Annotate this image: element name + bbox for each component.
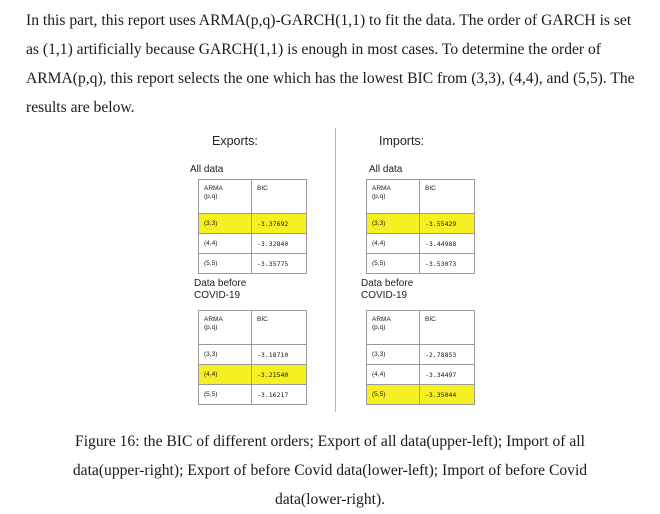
exports-heading: Exports: bbox=[212, 134, 258, 148]
order-cell: (4,4) bbox=[367, 234, 420, 254]
bic-header-cell: BIC bbox=[252, 311, 307, 345]
bic-header-cell: BIC bbox=[252, 180, 307, 214]
order-cell: (4,4) bbox=[199, 234, 252, 254]
before-covid-line-1: Data before bbox=[194, 278, 247, 289]
order-cell: (5,5) bbox=[367, 385, 420, 405]
table-row bbox=[367, 385, 475, 405]
order-cell: (3,3) bbox=[199, 345, 252, 365]
imports-before-covid-label bbox=[361, 278, 413, 302]
bic-cell: -3.32840 bbox=[252, 234, 307, 254]
exports-before-table bbox=[198, 310, 307, 405]
table-header-row bbox=[199, 311, 307, 345]
bic-header-cell: BIC bbox=[420, 311, 475, 345]
order-cell: (3,3) bbox=[367, 345, 420, 365]
order-cell: (5,5) bbox=[367, 254, 420, 274]
arma-header-cell bbox=[199, 180, 252, 214]
table-row bbox=[367, 345, 475, 365]
arma-header-order: (p,q) bbox=[372, 324, 386, 331]
table-row bbox=[199, 365, 307, 385]
imports-heading: Imports: bbox=[379, 134, 425, 148]
exports-all-table bbox=[198, 179, 307, 274]
order-cell: (4,4) bbox=[199, 365, 252, 385]
table-header-row bbox=[199, 180, 307, 214]
bic-cell: -3.55429 bbox=[420, 214, 475, 234]
arma-header-order: (p,q) bbox=[204, 324, 218, 331]
arma-header-cell bbox=[199, 311, 252, 345]
arma-header-order: (p,q) bbox=[204, 193, 218, 200]
bic-cell: -3.18710 bbox=[252, 345, 307, 365]
bic-cell: -3.34497 bbox=[420, 365, 475, 385]
before-covid-line-1: Data before bbox=[361, 278, 414, 289]
arma-header-label: ARMA bbox=[372, 316, 391, 323]
table-row bbox=[199, 214, 307, 234]
arma-header-label: ARMA bbox=[372, 185, 391, 192]
bic-cell: -3.35775 bbox=[252, 254, 307, 274]
imports-all-data-label: All data bbox=[369, 164, 403, 175]
order-cell: (4,4) bbox=[367, 365, 420, 385]
arma-header-cell bbox=[367, 180, 420, 214]
order-cell: (5,5) bbox=[199, 385, 252, 405]
figure-caption: Figure 16: the BIC of different orders; Export of all data(upper-left); Import of all data(upper-right); Export of before Covid data(lower-left); Import of before Covid data(lower-right). bbox=[72, 433, 588, 508]
imports-before-table bbox=[366, 310, 475, 405]
order-cell: (3,3) bbox=[199, 214, 252, 234]
column-divider bbox=[335, 128, 336, 412]
bic-cell: -3.35044 bbox=[420, 385, 475, 405]
bic-cell: -3.37692 bbox=[252, 214, 307, 234]
arma-header-label: ARMA bbox=[204, 185, 223, 192]
imports-all-table bbox=[366, 179, 475, 274]
table-row bbox=[199, 254, 307, 274]
bic-cell: -3.21540 bbox=[252, 365, 307, 385]
arma-header-cell bbox=[367, 311, 420, 345]
bic-cell: -3.44988 bbox=[420, 234, 475, 254]
before-covid-line-2: COVID-19 bbox=[361, 290, 408, 301]
arma-header-label: ARMA bbox=[204, 316, 223, 323]
arma-header-order: (p,q) bbox=[372, 193, 386, 200]
intro-paragraph: In this part, this report uses ARMA(p,q)-GARCH(1,1) to fit the data. The order of GARCH is set as (1,1) artificially because GARCH(1,1) is enough in most cases. To determine the order of ARMA(p,q), this report selects the one which has the lowest BIC from (3,3), (4,4), and (5,5). The results are below. bbox=[26, 12, 635, 116]
exports-all-data-label: All data bbox=[190, 164, 224, 175]
table-row bbox=[367, 254, 475, 274]
table-row bbox=[199, 385, 307, 405]
table-row bbox=[199, 234, 307, 254]
table-header-row bbox=[367, 311, 475, 345]
bic-cell: -3.53073 bbox=[420, 254, 475, 274]
order-cell: (3,3) bbox=[367, 214, 420, 234]
table-row bbox=[367, 214, 475, 234]
order-cell: (5,5) bbox=[199, 254, 252, 274]
bic-cell: -3.16217 bbox=[252, 385, 307, 405]
bic-header-cell: BIC bbox=[420, 180, 475, 214]
table-row bbox=[199, 345, 307, 365]
table-row bbox=[367, 234, 475, 254]
table-header-row bbox=[367, 180, 475, 214]
exports-before-covid-label bbox=[194, 278, 246, 302]
bic-cell: -2.78853 bbox=[420, 345, 475, 365]
before-covid-line-2: COVID-19 bbox=[194, 290, 241, 301]
table-row bbox=[367, 365, 475, 385]
